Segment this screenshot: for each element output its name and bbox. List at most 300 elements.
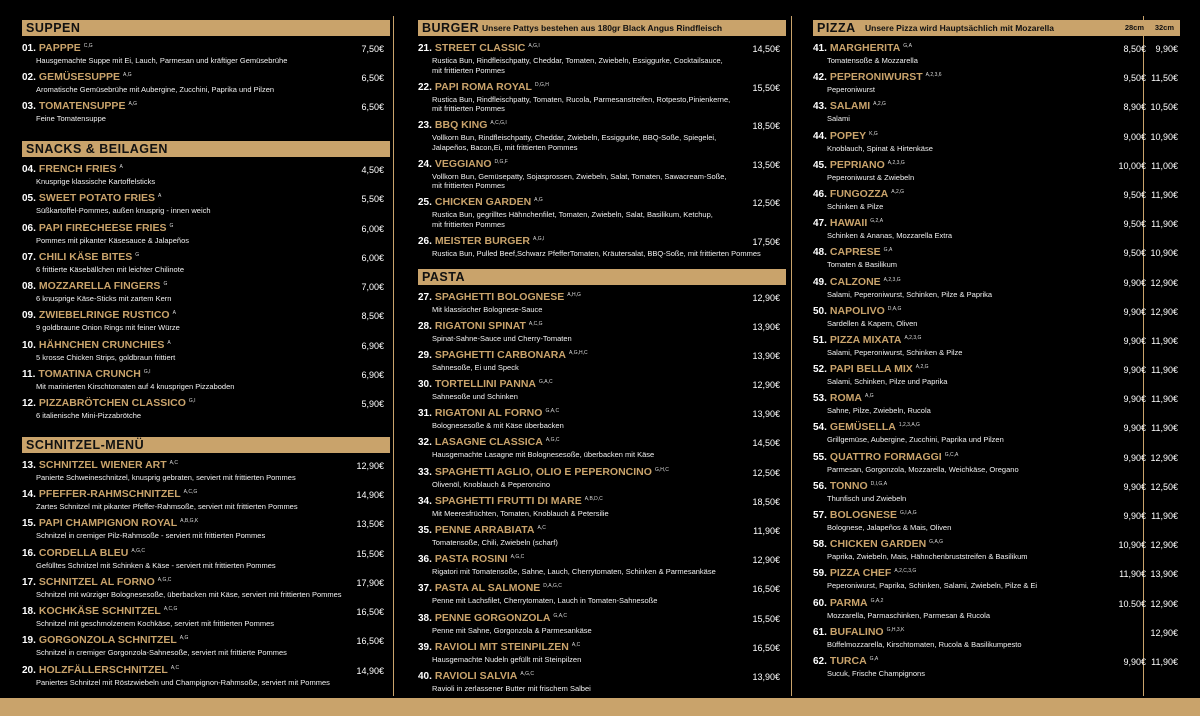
item-name: CHICKEN GARDEN	[829, 538, 927, 551]
item-name: TOMATENSUPPE	[38, 100, 126, 112]
menu-item	[813, 246, 1180, 275]
item-number: 28.	[418, 320, 432, 332]
menu-item	[22, 397, 390, 426]
item-name: PAPI FIRECHEESE FRIES	[38, 221, 167, 234]
item-name: KOCHKÄSE SCHNITZEL	[38, 605, 161, 618]
item-row	[22, 488, 390, 502]
item-allergens: G,A	[903, 43, 912, 49]
item-description-cont: Jalapeños, Bacon,Ei, mit frittierten Pommes	[432, 142, 578, 152]
item-description: Sahnesoße, Ei und Speck	[432, 362, 519, 372]
section-header	[418, 269, 786, 285]
item-description: Salami	[827, 114, 850, 124]
item-number: 33.	[418, 466, 432, 478]
item-name: HÄHNCHEN CRUNCHIES	[38, 338, 165, 351]
item-name: BUFALINO	[829, 625, 884, 638]
item-number: 08.	[22, 281, 36, 293]
item-price-32cm: 12,50€	[1150, 481, 1178, 492]
item-price: 6,90€	[361, 340, 384, 351]
item-price-28cm: 10,90€	[1118, 540, 1146, 551]
item-row	[22, 163, 390, 177]
menu-item	[418, 641, 786, 670]
item-description: Pommes mit pikanter Käsesauce & Jalapeños	[36, 235, 189, 245]
item-description: Salami, Schinken, Pilze und Paprika	[827, 377, 948, 387]
item-description: Bolognesesoße & mit Käse überbacken	[432, 421, 564, 431]
item-description-cont: mit frittierten Pommes	[432, 219, 505, 229]
section-title: PASTA	[422, 269, 466, 284]
item-number: 62.	[813, 655, 827, 667]
item-price: 6,50€	[361, 102, 384, 112]
item-description: Paprika, Zwiebeln, Mais, Hähnchenbruststreifen & Basilikum	[827, 552, 1028, 562]
item-description: Schnitzel mit würziger Bolognesesoße, überbacken mit Käse, serviert mit frittierten Pommes	[36, 589, 342, 599]
menu-item	[22, 100, 390, 129]
item-price: 13,90€	[752, 409, 780, 420]
item-number: 59.	[813, 568, 827, 580]
item-row	[22, 605, 390, 619]
item-name: TORTELLINI PANNA	[434, 378, 537, 391]
menu-column-left	[22, 20, 390, 693]
item-price: 18,50€	[752, 121, 780, 131]
item-description: Vollkorn Bun, Rindfleischpatty, Cheddar, Zwiebeln, Essiggurke, BBQ-Soße, Spiegelei,	[432, 133, 717, 142]
item-number: 50.	[813, 305, 827, 317]
item-row	[418, 235, 786, 249]
item-number: 14.	[22, 488, 36, 500]
item-price: 12,90€	[752, 555, 780, 566]
item-price-28cm: 9,90€	[1123, 656, 1146, 667]
menu-item	[22, 251, 390, 280]
item-number: 26.	[418, 235, 432, 247]
item-allergens: A,G,C	[510, 554, 525, 561]
item-name: PEPERONIWURST	[829, 71, 923, 84]
item-number: 20.	[22, 664, 36, 676]
item-name: RAVIOLI SALVIA	[434, 669, 518, 682]
item-number: 49.	[813, 276, 827, 288]
item-row	[418, 119, 786, 133]
item-name: SCHNITZEL AL FORNO	[38, 575, 155, 588]
item-description: Rustica Bun, Pulled Beef,Schwarz PfefferTomaten, Kräutersalat, BBQ-Soße, mit frittierten Pommes	[432, 248, 761, 258]
item-name: RIGATONI SPINAT	[434, 319, 526, 332]
item-list	[22, 459, 390, 693]
item-row	[418, 320, 786, 334]
menu-item	[418, 320, 786, 349]
item-row	[418, 524, 786, 538]
item-name: FRENCH FRIES	[38, 163, 117, 175]
item-list	[418, 42, 786, 263]
section-header	[418, 20, 786, 36]
item-row	[22, 339, 390, 353]
menu-item	[418, 291, 786, 320]
item-number: 47.	[813, 218, 827, 230]
menu-item	[22, 459, 390, 488]
item-number: 03.	[22, 101, 36, 112]
item-description: Olivenöl, Knoblauch & Peperoncino	[432, 479, 550, 489]
item-description: 6 italienische Mini-Pizzabrötche	[36, 411, 142, 421]
item-name: LASAGNE CLASSICA	[434, 436, 543, 449]
item-price: 12,50€	[752, 467, 780, 478]
item-price-32cm: 11,90€	[1151, 511, 1178, 521]
item-row	[813, 626, 1180, 640]
item-price-28cm: 10,00€	[1118, 160, 1146, 171]
item-row	[22, 309, 390, 323]
menu-item	[418, 407, 786, 436]
section-header	[22, 437, 390, 453]
item-number: 23.	[418, 120, 432, 131]
item-price-32cm: 12,90€	[1150, 277, 1178, 288]
item-description: Hausgemachte Nudeln gefüllt mit Steinpilzen	[432, 654, 582, 664]
item-allergens: G,2,A	[870, 218, 884, 225]
menu-item	[22, 634, 390, 663]
item-name: PAPPPE	[38, 42, 81, 54]
item-name: PIZZA MIXATA	[829, 333, 902, 346]
item-allergens: A,B,D,C	[584, 495, 603, 502]
menu-item	[418, 524, 786, 553]
menu-item	[813, 334, 1180, 363]
item-number: 45.	[813, 159, 827, 171]
item-price: 6,90€	[361, 370, 384, 381]
item-price: 14,50€	[752, 438, 780, 449]
item-number: 32.	[418, 437, 432, 449]
item-price-28cm: 9,90€	[1123, 335, 1146, 346]
item-allergens: G,A	[883, 247, 893, 254]
item-name: MOZZARELLA FINGERS	[38, 280, 161, 293]
item-number: 38.	[418, 612, 432, 624]
item-number: 09.	[22, 310, 36, 322]
item-price-28cm: 9,90€	[1123, 306, 1146, 317]
item-description: Tomatensoße, Chili, Zwiebeln (scharf)	[432, 538, 558, 547]
menu-item	[22, 547, 390, 576]
item-name: RAVIOLI MIT STEINPILZEN	[434, 640, 569, 653]
item-row	[22, 251, 390, 265]
item-number: 35.	[418, 525, 432, 536]
section-header	[813, 20, 1180, 36]
item-allergens: D,I,G,A	[870, 480, 888, 487]
item-allergens: A,2,3,G	[887, 159, 905, 166]
item-number: 40.	[418, 670, 432, 682]
item-price: 13,90€	[752, 350, 780, 361]
item-number: 61.	[813, 626, 827, 638]
item-name: PIZZABRÖTCHEN CLASSICO	[38, 397, 186, 410]
item-price-28cm: 9,90€	[1123, 423, 1146, 434]
menu-item	[22, 664, 390, 693]
item-row	[418, 407, 786, 421]
item-number: 25.	[418, 197, 432, 208]
item-list	[813, 42, 1180, 684]
menu-item	[22, 576, 390, 605]
item-allergens: G	[169, 222, 174, 229]
item-description: Mit marinierten Kirschtomaten auf 4 knusprigen Pizzaboden	[36, 382, 235, 392]
item-name: POPEY	[829, 129, 867, 142]
menu-item	[813, 217, 1180, 246]
item-allergens: A,C,G	[528, 320, 543, 327]
item-price-28cm: 9,00€	[1123, 131, 1146, 142]
item-allergens: G,I,A,G	[900, 510, 917, 516]
item-price-32cm: 11,50€	[1151, 73, 1178, 84]
item-number: 16.	[22, 547, 36, 559]
item-description: 9 goldbraune Onion Rings mit feiner Würze	[36, 323, 180, 333]
item-allergens: G,C,A	[944, 451, 959, 458]
item-name: GEMÜSESUPPE	[38, 71, 121, 83]
item-row	[22, 71, 390, 85]
item-price: 12,50€	[752, 198, 780, 208]
item-name: VEGGIANO	[434, 157, 492, 170]
item-number: 55.	[813, 451, 827, 463]
item-description: Schinken & Ananas, Mozzarella Extra	[827, 231, 953, 241]
item-price-32cm: 10,50€	[1150, 102, 1178, 113]
menu-item	[813, 188, 1180, 217]
item-allergens: G,A,C	[553, 612, 568, 619]
item-price-32cm: 11,90€	[1151, 335, 1178, 346]
item-allergens: A,2,G	[891, 188, 905, 195]
item-name: PFEFFER-RAHMSCHNITZEL	[38, 487, 181, 500]
item-description: Schnitzel in cremiger Gorgonzola-Sahnesoße, serviert mit frittierte Pommes	[36, 648, 287, 658]
item-number: 01.	[22, 43, 36, 54]
section-pizza	[813, 20, 1180, 684]
section-schnitzel	[22, 437, 390, 693]
menu-item	[22, 488, 390, 517]
item-row	[418, 641, 786, 655]
item-allergens: A,G	[534, 197, 543, 203]
size-header-28: 28cm	[1124, 23, 1144, 32]
item-description: 5 krosse Chicken Strips, goldbraun frittiert	[36, 352, 176, 362]
item-name: GEMÜSELLA	[829, 421, 896, 434]
item-row	[22, 192, 390, 206]
item-allergens: A	[158, 193, 162, 200]
item-row	[418, 349, 786, 363]
item-description: Salami, Peperoniwurst, Schinken & Pilze	[827, 347, 963, 357]
item-name: RIGATONI AL FORNO	[434, 407, 543, 420]
item-number: 39.	[418, 641, 432, 653]
menu-item	[418, 378, 786, 407]
item-price: 16,50€	[356, 636, 384, 647]
item-allergens: A,G	[128, 101, 138, 107]
item-description: Thunfisch und Zwiebeln	[827, 493, 907, 503]
item-allergens: A,2,3,6	[925, 72, 942, 79]
item-row	[22, 634, 390, 648]
menu-item	[418, 158, 786, 197]
item-name: MARGHERITA	[829, 42, 901, 54]
item-price: 14,90€	[356, 665, 384, 676]
section-title: BURGER	[422, 21, 480, 35]
item-row	[22, 576, 390, 590]
menu-item	[418, 553, 786, 582]
item-description: Rustica Bun, gegrilltes Hähnchenfilet, Tomaten, Zwiebeln, Salat, Basilikum, Ketchup,	[432, 210, 713, 219]
item-price-32cm: 12,90€	[1150, 598, 1178, 609]
menu-item	[22, 368, 390, 397]
item-allergens: A	[119, 164, 123, 170]
item-description: Büffelmozzarella, Kirschtomaten, Rucola & Basilikumpesto	[827, 639, 1022, 649]
item-description: Parmesan, Gorgonzola, Mozzarella, Weichkäse, Oregano	[827, 464, 1019, 474]
item-description: Schnitzel mit geschmolzenem Kochkäse, serviert mit frittierten Pommes	[36, 619, 274, 629]
item-description: Peperoniwurst & Zwiebeln	[827, 172, 915, 182]
item-allergens: 1,2,3,A,G	[898, 422, 920, 429]
item-price-28cm: 9,50€	[1123, 248, 1146, 259]
item-number: 34.	[418, 495, 432, 507]
item-description: Mit klassischer Bolognese-Sauce	[432, 304, 543, 314]
item-allergens: A,C	[169, 459, 178, 466]
menu-item	[813, 363, 1180, 392]
item-allergens: A,C	[571, 641, 581, 648]
item-description: Schinken & Pilze	[827, 201, 884, 211]
item-price-32cm: 10,90€	[1150, 131, 1178, 142]
item-row	[22, 664, 390, 678]
item-name: SPAGHETTI BOLOGNESE	[434, 290, 565, 303]
item-description: Knoblauch, Spinat & Hirtenkäse	[827, 143, 933, 153]
item-description: Penne mit Sahne, Gorgonzola & Parmesankäse	[432, 625, 592, 635]
section-header	[22, 20, 390, 36]
item-number: 42.	[813, 72, 827, 84]
item-price: 12,90€	[752, 380, 780, 391]
item-number: 57.	[813, 510, 827, 521]
menu-item	[813, 159, 1180, 188]
section-snacks	[22, 141, 390, 427]
item-name: ROMA	[829, 392, 862, 405]
menu-item	[813, 42, 1180, 71]
item-allergens: A,G,C	[131, 547, 145, 554]
item-allergens: A,2,3,G	[904, 334, 922, 341]
item-name: BBQ KING	[434, 119, 488, 131]
menu-item	[22, 517, 390, 546]
section-subtitle: Unsere Pizza wird Hauptsächlich mit Mozarella	[865, 23, 1054, 33]
item-name: PEPRIANO	[829, 158, 885, 171]
item-number: 21.	[418, 43, 432, 54]
item-list	[22, 42, 390, 129]
item-name: ZWIEBELRINGE RUSTICO	[38, 309, 170, 322]
item-price: 12,90€	[752, 292, 780, 303]
item-price: 14,90€	[356, 489, 384, 500]
item-allergens: A,2,G	[873, 101, 886, 108]
menu-column-right	[813, 20, 1180, 684]
item-price: 7,50€	[361, 44, 384, 54]
item-price-28cm: 9,90€	[1123, 277, 1146, 288]
item-number: 04.	[22, 164, 36, 175]
item-description: Sahne, Pilze, Zwiebeln, Rucola	[827, 406, 931, 416]
item-name: PENNE GORGONZOLA	[434, 611, 551, 624]
item-description: Hausgemachte Lasagne mit Bolognesesoße, überbacken mit Käse	[432, 450, 655, 460]
item-description: Tomaten & Basilikum	[827, 260, 898, 270]
item-number: 02.	[22, 72, 36, 83]
item-row	[22, 280, 390, 294]
menu-item	[813, 130, 1180, 159]
item-allergens: A,C,G,I	[490, 120, 507, 126]
item-row	[22, 547, 390, 561]
menu-item	[418, 42, 786, 81]
item-number: 05.	[22, 193, 36, 205]
item-name: HOLZFÄLLERSCHNITZEL	[38, 663, 168, 676]
item-allergens: D,G,H	[534, 81, 549, 88]
item-allergens: A,G,C	[157, 576, 172, 583]
item-number: 36.	[418, 554, 432, 566]
item-name: MEISTER BURGER	[434, 234, 530, 247]
menu-item	[418, 196, 786, 235]
item-price-32cm: 11,00€	[1151, 160, 1178, 171]
item-allergens: G,H,C	[654, 466, 669, 473]
item-row	[418, 436, 786, 450]
menu-item	[418, 81, 786, 120]
item-allergens: A,G	[123, 72, 132, 78]
item-row	[22, 517, 390, 531]
item-allergens: G,A	[869, 655, 879, 662]
item-allergens: A	[172, 310, 176, 317]
item-description: 6 frittierte Käsebällchen mit leichter Chilinote	[36, 264, 184, 274]
menu-item	[22, 71, 390, 100]
item-name: PENNE ARRABIATA	[434, 524, 535, 536]
item-row	[418, 466, 786, 480]
item-price: 8,50€	[361, 311, 384, 322]
section-title: SCHNITZEL-MENÜ	[26, 437, 145, 452]
item-name: PASTA ROSINI	[434, 553, 508, 566]
item-price-28cm: 9,90€	[1123, 511, 1146, 521]
item-name: SPAGHETTI AGLIO, OLIO E PEPERONCINO	[434, 465, 652, 478]
item-number: 30.	[418, 379, 432, 391]
menu-item	[418, 466, 786, 495]
item-number: 12.	[22, 398, 36, 410]
item-allergens: K,G	[869, 130, 878, 137]
item-number: 07.	[22, 251, 36, 263]
item-allergens: G	[135, 251, 140, 258]
section-title: PIZZA	[817, 21, 856, 35]
item-price-28cm: 9,90€	[1123, 394, 1146, 405]
item-price: 6,50€	[361, 73, 384, 83]
item-number: 10.	[22, 339, 36, 351]
item-allergens: A,C	[537, 525, 546, 531]
item-row	[22, 459, 390, 473]
item-number: 27.	[418, 291, 432, 303]
item-price: 4,50€	[361, 165, 384, 175]
item-row	[418, 495, 786, 509]
menu-item	[813, 626, 1180, 655]
item-name: PASTA AL SALMONE	[434, 582, 541, 595]
item-name: NAPOLIVO	[829, 304, 885, 317]
menu-item	[22, 42, 390, 71]
item-list	[418, 291, 786, 700]
item-description: Mozzarella, Parmaschinken, Parmesan & Rucola	[827, 610, 990, 620]
item-description: Grillgemüse, Aubergine, Zucchini, Paprika und Pilzen	[827, 435, 1004, 445]
item-allergens: G,A,C	[539, 379, 553, 386]
item-row	[418, 582, 786, 596]
item-price: 15,50€	[752, 82, 780, 93]
item-number: 11.	[22, 369, 36, 381]
item-description: Mit Meeresfrüchten, Tomaten, Knoblauch & Petersilie	[432, 508, 609, 518]
item-name: QUATTRO FORMAGGI	[829, 450, 942, 463]
menu-item	[813, 451, 1180, 480]
item-list	[22, 163, 390, 427]
item-description: Tomatensoße & Mozzarella	[827, 56, 918, 65]
menu-item	[418, 436, 786, 465]
item-row	[22, 222, 390, 236]
item-price: 5,50€	[361, 194, 384, 205]
item-number: 43.	[813, 101, 827, 113]
item-allergens: D,A,G	[887, 305, 902, 312]
item-description: Panierte Schweineschnitzel, knusprig gebraten, serviert mit frittierten Pommes	[36, 472, 296, 482]
item-price: 17,50€	[752, 236, 780, 247]
item-price: 12,90€	[356, 460, 384, 471]
item-allergens: A,C	[170, 664, 180, 671]
column-divider	[791, 16, 792, 696]
item-allergens: D,A,G,C	[543, 583, 562, 590]
item-description: Peperoniwurst, Paprika, Schinken, Salami, Zwiebeln, Pilze & Ei	[827, 581, 1038, 591]
menu-item	[418, 582, 786, 611]
item-allergens: A,G	[865, 393, 874, 400]
item-name: PAPI ROMA ROYAL	[434, 80, 532, 93]
item-number: 19.	[22, 635, 36, 647]
item-allergens: A,G,C	[545, 437, 560, 444]
item-row	[418, 378, 786, 392]
item-allergens: A,G,I	[528, 43, 540, 49]
item-price: 5,90€	[361, 399, 384, 410]
item-description: Süßkartoffel-Pommes, außen knusprig - innen weich	[36, 206, 211, 216]
item-description: Hausgemachte Suppe mit Ei, Lauch, Parmesan und kräftiger Gemüsebrühe	[36, 56, 288, 65]
item-name: TONNO	[829, 479, 868, 492]
item-name: CHICKEN GARDEN	[434, 196, 532, 208]
